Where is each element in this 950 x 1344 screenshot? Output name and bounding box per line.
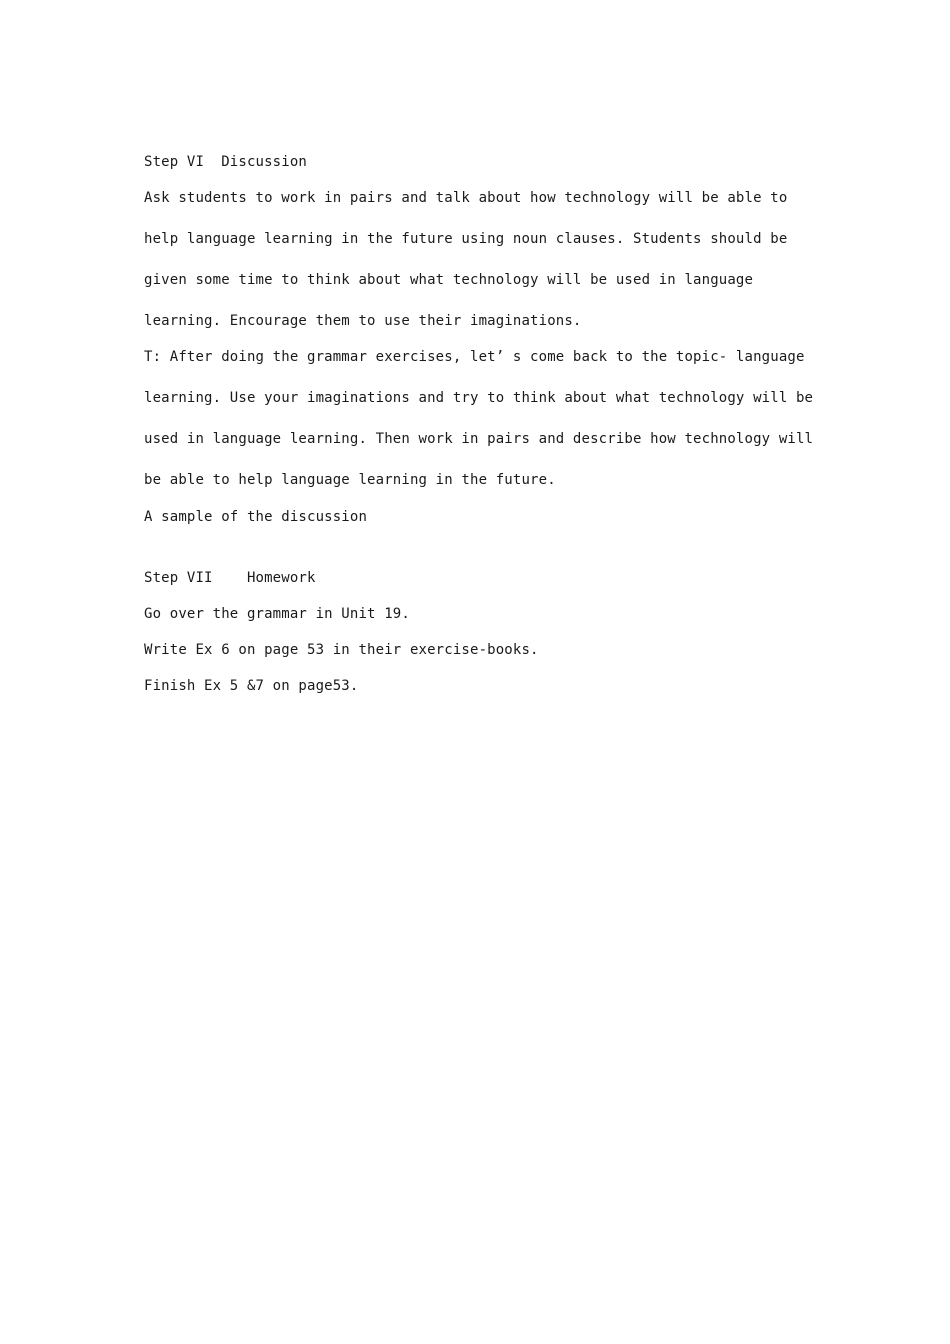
step7-heading: Step VII Homework [144,570,316,586]
step6-paragraph2-line3: used in language learning. Then work in pairs and describe how technology will [144,431,814,447]
homework-item: Go over the grammar in Unit 19. [144,606,410,622]
step6-paragraph1-line1: Ask students to work in pairs and talk about how technology will be able to [144,190,788,206]
step6-paragraph1-line3: given some time to think about what technology will be used in language [144,272,754,288]
step6-paragraph2-line2: learning. Use your imaginations and try to think about what technology will be [144,390,814,406]
step6-heading: Step VI Discussion [144,154,307,170]
step6-paragraph2-line1: T: After doing the grammar exercises, let’ s come back to the topic- language [144,349,805,365]
homework-item: Finish Ex 5 &7 on page53. [144,678,359,694]
step6-paragraph2-line4: be able to help language learning in the future. [144,472,556,488]
step6-paragraph1-line2: help language learning in the future using noun clauses. Students should be [144,231,788,247]
homework-item: Write Ex 6 on page 53 in their exercise-books. [144,642,539,658]
step6-sample-label: A sample of the discussion [144,509,368,525]
step6-paragraph1-line4: learning. Encourage them to use their imaginations. [144,313,582,329]
